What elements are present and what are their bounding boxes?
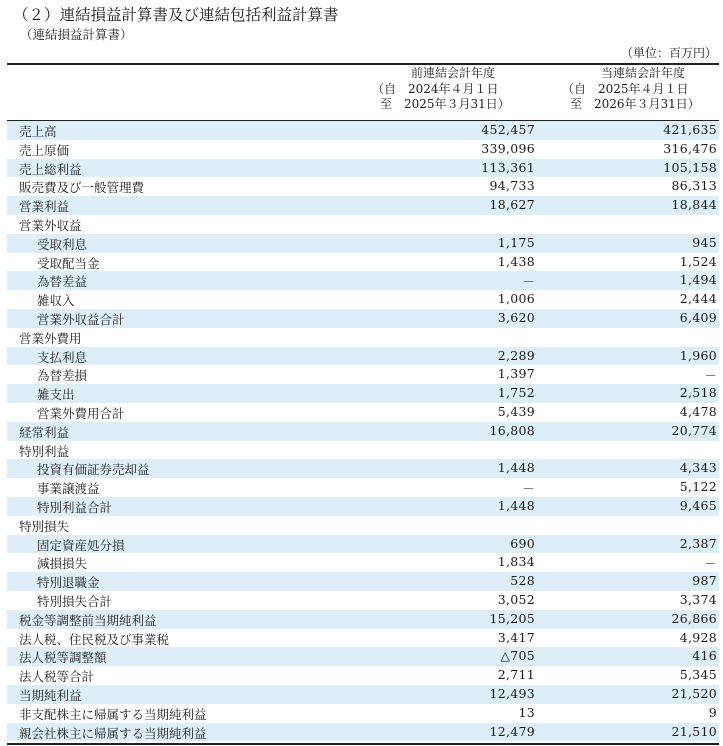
table-row (7, 647, 719, 666)
row-label: 支払利息 (37, 349, 88, 365)
curr-year-value: 987 (692, 573, 717, 589)
table-row (7, 441, 719, 460)
curr-year-value: 9,465 (679, 497, 717, 513)
prev-year-value: 2,711 (497, 667, 535, 683)
curr-year-value: 1,524 (679, 253, 717, 269)
row-label: 特別退職金 (37, 575, 100, 591)
row-label: 受取利息 (37, 236, 88, 252)
prev-year-value: 94,733 (489, 178, 535, 194)
row-label: 経常利益 (19, 424, 70, 440)
table-row (7, 159, 719, 178)
table-row (7, 666, 719, 685)
row-label: 法人税等調整額 (19, 650, 107, 666)
prev-year-value: 3,417 (497, 629, 535, 645)
prev-year-value: － (522, 481, 535, 497)
prev-year-value: 1,834 (497, 554, 535, 570)
row-label: 特別損失合計 (37, 593, 113, 609)
row-label: 固定資産処分損 (37, 537, 125, 553)
page-title: （２）連結損益計算書及び連結包括利益計算書 (13, 6, 339, 24)
curr-year-name: 当連結会計年度 (600, 66, 685, 80)
row-label: 雑支出 (37, 387, 75, 403)
prev-year-value: 3,052 (497, 591, 535, 607)
curr-year-value: 316,476 (663, 140, 717, 156)
curr-year-value: 1,494 (679, 272, 717, 288)
prev-year-value: 1,397 (497, 366, 535, 382)
row-label: 雑収入 (37, 293, 75, 309)
row-label: 法人税、住民税及び事業税 (19, 631, 170, 647)
row-label: 売上総利益 (19, 161, 82, 177)
table-row (7, 422, 719, 441)
curr-year-value: 86,313 (671, 178, 717, 194)
table-row (7, 384, 719, 403)
row-label: 為替差損 (37, 368, 88, 384)
table-row (7, 328, 719, 347)
prev-year-value: 1,752 (497, 385, 535, 401)
prev-year-value: － (522, 274, 535, 290)
table-row (7, 403, 719, 422)
row-label: 営業利益 (19, 199, 70, 215)
row-label: 営業外費用 (19, 330, 82, 346)
curr-year-value: 416 (692, 648, 717, 664)
curr-year-value: 26,866 (671, 610, 717, 626)
table-row (7, 309, 719, 328)
table-row (7, 253, 719, 272)
table-row (7, 121, 719, 140)
prev-year-value: 339,096 (481, 140, 535, 156)
unit-label: （単位：百万円） (620, 46, 717, 60)
curr-year-value: 4,343 (679, 460, 717, 476)
prev-year-value: 113,361 (481, 159, 535, 175)
table-row (7, 140, 719, 159)
table-row (7, 290, 719, 309)
table-row (7, 572, 719, 591)
table-row (7, 685, 719, 704)
table-row (7, 553, 719, 572)
row-label: 減損損失 (37, 556, 88, 572)
row-label: 受取配当金 (37, 255, 100, 271)
row-label: 営業外費用合計 (37, 405, 125, 421)
curr-year-value: 2,518 (679, 385, 717, 401)
prev-year-value: 2,289 (497, 347, 535, 363)
prev-year-value: 1,006 (497, 291, 535, 307)
curr-year-value: 18,844 (671, 197, 717, 213)
table-row (7, 365, 719, 384)
prev-year-value: 1,438 (497, 253, 535, 269)
prev-year-to: 至 2025年３月31日） (380, 97, 510, 111)
row-label: 親会社株主に帰属する当期純利益 (19, 725, 207, 741)
prev-year-name: 前連結会計年度 (410, 66, 495, 80)
prev-year-from: （自 2024年４月１日 (372, 81, 499, 96)
table-row (7, 215, 719, 234)
curr-year-value: 5,345 (679, 667, 717, 683)
curr-year-header (562, 66, 723, 120)
table-row (7, 629, 719, 648)
curr-year-value: 945 (692, 234, 717, 250)
row-label: 非支配株主に帰属する当期純利益 (19, 706, 207, 722)
curr-year-value: 421,635 (663, 122, 717, 137)
prev-year-value: 12,493 (489, 685, 535, 701)
prev-year-value: 452,457 (481, 122, 535, 137)
table-row (7, 196, 719, 215)
curr-year-value: 20,774 (671, 422, 717, 438)
table-row (7, 459, 719, 478)
prev-year-value: 528 (510, 573, 535, 589)
prev-year-value: 13 (518, 704, 535, 720)
row-label: 売上高 (19, 124, 57, 139)
row-label: 特別利益合計 (37, 499, 113, 515)
prev-year-value: 12,479 (489, 723, 535, 739)
curr-year-from: （自 2025年４月１日 (562, 81, 689, 96)
table-top-rule (7, 63, 719, 65)
prev-year-value: 1,175 (497, 234, 535, 250)
curr-year-value: 105,158 (663, 159, 717, 175)
curr-year-value: 2,444 (679, 291, 717, 307)
curr-year-value: 4,928 (679, 629, 717, 645)
curr-year-value: － (704, 368, 717, 384)
table-row (7, 723, 719, 742)
row-label: 特別損失 (19, 518, 70, 534)
table-row (7, 478, 719, 497)
row-label: 売上原価 (19, 142, 70, 158)
row-label: 販売費及び一般管理費 (19, 180, 145, 196)
table-row (7, 234, 719, 253)
table-row (7, 591, 719, 610)
curr-year-value: － (704, 556, 717, 572)
prev-year-value: 1,448 (497, 460, 535, 476)
table-row (7, 347, 719, 366)
row-label: 営業外収益 (19, 217, 82, 233)
prev-year-value: △705 (500, 648, 535, 664)
curr-year-value: 21,520 (671, 685, 717, 701)
table-row (7, 497, 719, 516)
prev-year-value: 3,620 (497, 309, 535, 325)
table-row (7, 516, 719, 535)
row-label: 営業外収益合計 (37, 311, 125, 327)
row-label: 為替差益 (37, 274, 88, 290)
prev-year-header (372, 66, 534, 120)
row-label: 投資有価証券売却益 (37, 462, 150, 478)
curr-year-value: 21,510 (671, 723, 717, 739)
row-label: 事業譲渡益 (37, 481, 100, 497)
table-row (7, 177, 719, 196)
table-bottom-rule (7, 743, 719, 745)
prev-year-value: 5,439 (497, 403, 535, 419)
prev-year-value: 16,808 (489, 422, 535, 438)
row-label: 税金等調整前当期純利益 (19, 612, 157, 628)
curr-year-value: 6,409 (679, 309, 717, 325)
table-row (7, 271, 719, 290)
curr-year-to: 至 2026年３月31日） (570, 97, 700, 111)
curr-year-value: 9 (708, 704, 717, 720)
curr-year-value: 2,387 (679, 535, 717, 551)
table-row (7, 610, 719, 629)
curr-year-value: 3,374 (679, 591, 717, 607)
curr-year-value: 1,960 (679, 347, 717, 363)
table-row (7, 704, 719, 723)
table-row (7, 535, 719, 554)
row-label: 当期純利益 (19, 687, 82, 703)
prev-year-value: 15,205 (489, 610, 535, 626)
prev-year-value: 690 (510, 535, 535, 551)
row-label: 特別利益 (19, 443, 70, 459)
curr-year-value: 4,478 (679, 403, 717, 419)
prev-year-value: 18,627 (489, 197, 535, 213)
curr-year-value: 5,122 (679, 479, 717, 495)
row-label: 法人税等合計 (19, 669, 95, 685)
prev-year-value: 1,448 (497, 497, 535, 513)
section-subtitle: （連結損益計算書） (20, 27, 133, 42)
income-statement-table (7, 121, 719, 741)
